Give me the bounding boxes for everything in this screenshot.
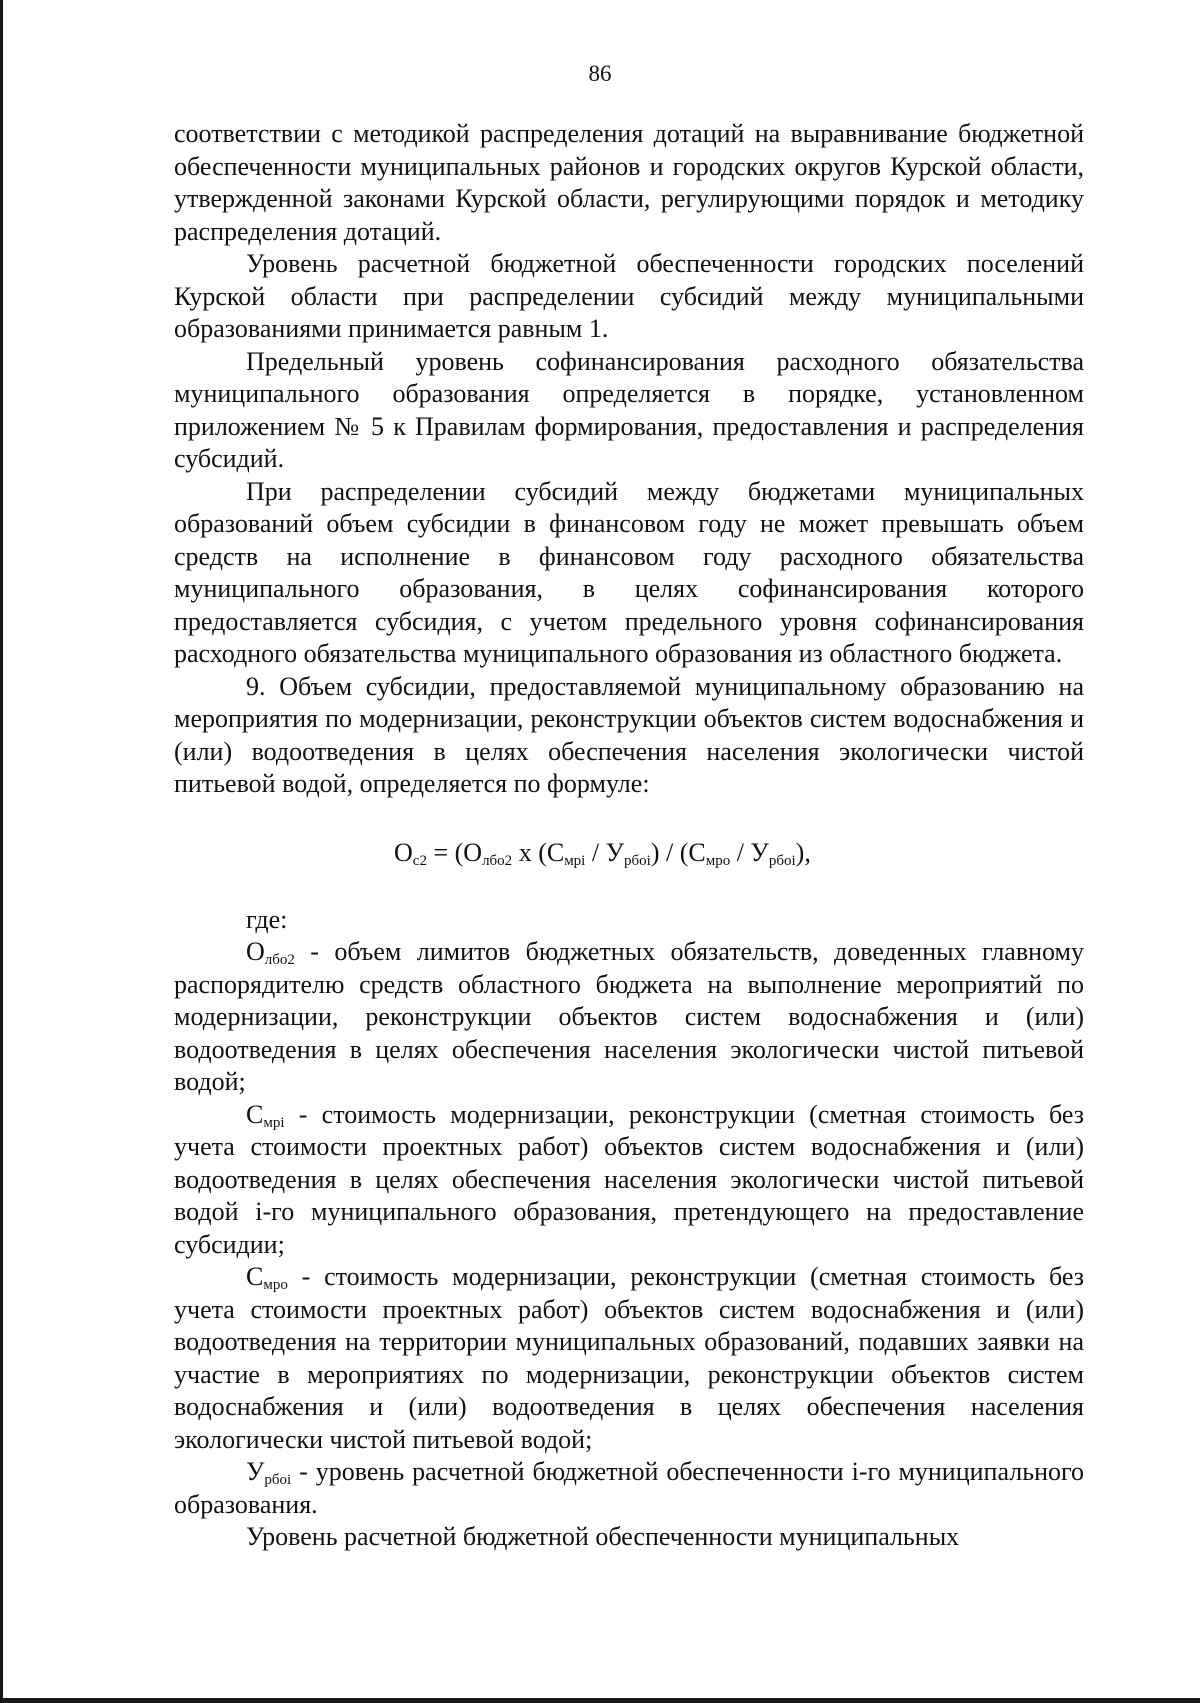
formula-rboi-subscript: рбоi (624, 852, 651, 869)
symbol-letter: О (246, 937, 265, 966)
formula-o-symbol: О (394, 837, 413, 867)
page-number: 86 (588, 61, 612, 86)
definition-o-lbo2 (174, 936, 1084, 1099)
formula-equals-open: = (О (426, 837, 483, 867)
paragraph-last: Уровень расчетной бюджетной обеспеченности муниципальных (246, 1522, 960, 1551)
symbol-letter: С (246, 1099, 264, 1129)
paragraph-cofinancing-limit: Предельный уровень софинансирования расходного обязательства муниципального образования определяется в порядке, установленном приложением № 5 к Правилам формирования, предоставления и распределения субсидий. (174, 346, 1084, 473)
document-body (174, 118, 1084, 1554)
definition-symbol (246, 1100, 285, 1129)
subsidy-formula (174, 837, 1084, 869)
symbol-subscript: мрi (263, 1114, 285, 1131)
formula-mri-subscript: мрi (564, 852, 586, 869)
definition-c-mro (174, 1261, 1084, 1456)
symbol-subscript: мро (263, 1277, 288, 1293)
paragraph-subsidy-cap: При распределении субсидий между бюджетами муниципальных образований объем субсидии в финансовом году не может превышать объем средств на исполнение в финансовом году расходного обязательства муниципального образования, в целях софинансирования которого предоставляется субсидия, с учетом предельного уровня софинансирования расходного обязательства муниципального образования из областного бюджета. (174, 476, 1084, 668)
symbol-letter: С (246, 1262, 264, 1291)
paragraph-item-9: 9. Объем субсидии, предоставляемой муниципальному образованию на мероприятия по модернизации, реконструкции объектов систем водоснабжения и (или) водоотведения в целях обеспечения населения экологически чистой питьевой водой, определяется по формуле: (174, 671, 1084, 798)
definition-text: - стоимость модернизации, реконструкции (сметная стоимость без учета стоимости проектных работ) объектов систем водоснабжения и (или) водоотведения на территории муниципальных образований, подавших заявки на участие в мероприятиях по модернизации, реконструкции объектов систем водоснабжения и (или) водоотведения в целях обеспечения населения экологически чистой питьевой водой; (174, 1262, 1084, 1454)
definition-text: - объем лимитов бюджетных обязательств, доведенных главному распорядителю средств областного бюджета на выполнение мероприятий по модернизации, реконструкции объектов систем водоснабжения и (или) водоотведения в целях обеспечения населения экологически чистой питьевой водой; (174, 937, 1084, 1096)
definition-c-mri (174, 1099, 1084, 1262)
definition-symbol (246, 937, 295, 966)
formula-slash-1: / У (585, 837, 624, 867)
formula-mro-subscript: мро (705, 852, 731, 869)
scan-edge-bottom (0, 1698, 1200, 1703)
definition-symbol (246, 1262, 288, 1291)
formula-rboi-subscript-2: рбоi (768, 852, 796, 869)
symbol-letter: У (246, 1457, 265, 1486)
definition-text: - уровень расчетной бюджетной обеспеченности i-го муниципального образования. (174, 1457, 1084, 1519)
paragraph-continuation: соответствии с методикой распределения дотаций на выравнивание бюджетной обеспеченности муниципальных районов и городских округов Курской области, утвержденной законами Курской области, регулирующими порядок и методику распределения дотаций. (174, 119, 1084, 246)
formula-times: x (С (512, 837, 565, 867)
definition-u-rboi (174, 1456, 1084, 1521)
formula-lbo-subscript: лбо2 (482, 852, 513, 869)
formula-middle: ) / (С (650, 837, 706, 867)
where-label: где: (246, 904, 288, 934)
definition-symbol (246, 1457, 291, 1486)
formula-slash-2: / У (730, 837, 769, 867)
formula-o-subscript: с2 (412, 852, 427, 869)
definition-text: - стоимость модернизации, реконструкции (сметная стоимость без учета стоимости проектных работ) объектов систем водоснабжения и (или) водоотведения в целях обеспечения населения экологически чистой питьевой водой i-го муниципального образования, претендующего на предоставление субсидии; (174, 1099, 1084, 1259)
formula-end: ), (795, 837, 811, 867)
symbol-subscript: лбо2 (264, 952, 295, 968)
paragraph-settlements-level: Уровень расчетной бюджетной обеспеченности городских поселений Курской области при распределении субсидий между муниципальными образованиями принимается равным 1. (174, 249, 1084, 343)
scan-edge-left (0, 0, 3, 1703)
symbol-subscript: рбоi (264, 1472, 292, 1488)
